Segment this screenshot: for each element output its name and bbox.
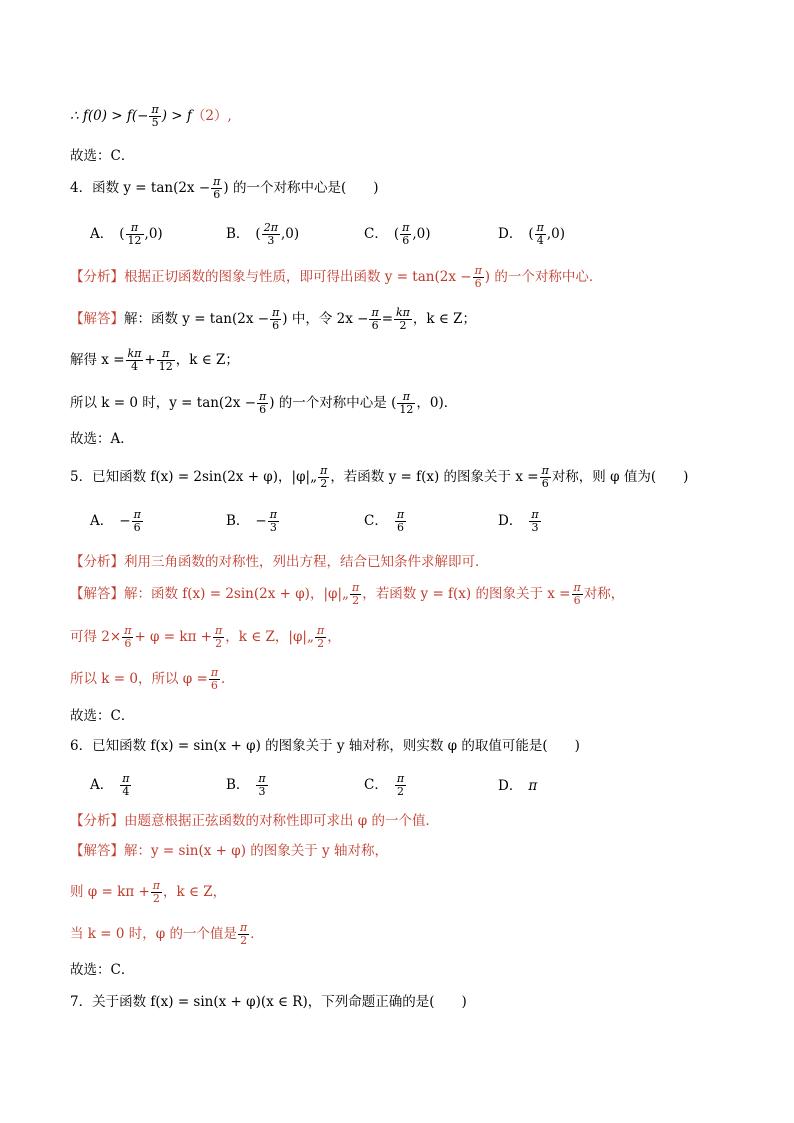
q6-stem: 6．已知函数 f(x) = sin(x + φ) 的图象关于 y 轴对称，则实数 φ 的取值可能是( ) (70, 738, 580, 754)
q5-option-c: C． $\frac{\pi}{6}$ (364, 508, 405, 534)
fraction: $\frac{\pi}{5}$ (151, 103, 159, 129)
prev-conclusion-line: ∴ f(0) > f(− $\frac{\pi}{5}$ ) > f（2）, (70, 103, 232, 129)
q5-analysis: 【分析】利用三角函数的对称性，列出方程，结合已知条件求解即可． (70, 554, 489, 570)
q5-option-a: A． − $\frac{\pi}{6}$ (90, 508, 141, 534)
q6-option-c: C． $\frac{\pi}{2}$ (364, 772, 405, 798)
q5-option-b: B． − $\frac{\pi}{3}$ (226, 508, 277, 534)
q4-analysis: 【分析】根据正切函数的图象与性质，即可得出函数 y = tan(2x − $\frac{\pi}{6}$ ) 的一个对称中心． (70, 264, 603, 290)
q6-answer: 【解答】解：y = sin(x + φ) 的图象关于 y 轴对称， (70, 843, 388, 859)
q4-answer: 【解答】解：函数 y = tan(2x − $\frac{\pi}{6}$ ) 中，令 2x − $\frac{\pi}{6}$ = $\frac{k\pi}{2}$ ，k ∈ Z； (70, 306, 477, 332)
q4-solve: 解得 x = $\frac{k\pi}{4}$ + $\frac{\pi}{12}$ ，k ∈ Z； (70, 347, 239, 373)
q4-option-c: C． ( $\frac{\pi}{6}$ ,0) (364, 221, 431, 247)
q4-stem: 4．函数 y = tan(2x − $\frac{\pi}{6}$ ) 的一个对称中心是( ) (70, 175, 379, 201)
q5-eq: 可得 2× $\frac{\pi}{6}$ + φ = kπ + $\frac{\pi}{2}$ ，k ∈ Z，|φ|„ $\frac{\pi}{2}$ ， (70, 624, 341, 650)
q5-option-d: D． $\frac{\pi}{3}$ (498, 508, 539, 534)
q6-option-d: D． π (498, 778, 538, 794)
q6-choose: 故选：C． (70, 962, 135, 978)
q4-so: 所以 k = 0 时，y = tan(2x − $\frac{\pi}{6}$ ) 的一个对称中心是 ( $\frac{\pi}{12}$ ，0)． (70, 390, 458, 416)
q6-analysis: 【分析】由题意根据正弦函数的对称性即可求出 φ 的一个值． (70, 813, 440, 829)
q5-stem: 5．已知函数 f(x) = 2sin(2x + φ)，|φ|„ $\frac{\pi}{2}$ ，若函数 y = f(x) 的图象关于 x = $\frac{\pi}{6}$ 对称，则 φ 值为( ) (70, 464, 689, 490)
q5-choose: 故选：C． (70, 708, 135, 724)
q4-choose: 故选：A． (70, 431, 134, 447)
q4-option-b: B． ( $\frac{2\pi}{3}$ ,0) (226, 221, 300, 247)
q6-eq: 则 φ = kπ + $\frac{\pi}{2}$ ，k ∈ Z， (70, 879, 227, 905)
q6-when: 当 k = 0 时，φ 的一个值是 $\frac{\pi}{2}$ ． (70, 921, 264, 947)
q7-stem: 7．关于函数 f(x) = sin(x + φ)(x ∈ R)，下列命题正确的是( ) (70, 994, 467, 1010)
q5-so: 所以 k = 0，所以 φ = $\frac{\pi}{6}$ ． (70, 666, 235, 692)
q5-answer: 【解答】解：函数 f(x) = 2sin(2x + φ)，|φ|„ $\frac{\pi}{2}$ ，若函数 y = f(x) 的图象关于 x = $\frac{\pi}{6}$ 对称， (70, 581, 625, 607)
fraction: $\frac{\pi}{6}$ (213, 175, 221, 201)
q4-option-a: A． ( $\frac{\pi}{12}$ ,0) (90, 221, 163, 247)
q4-option-d: D． ( $\frac{\pi}{4}$ ,0) (498, 221, 565, 247)
q6-option-a: A． $\frac{\pi}{4}$ (90, 772, 130, 798)
q6-option-b: B． $\frac{\pi}{3}$ (226, 772, 266, 798)
prev-choose-line: 故选：C． (70, 148, 135, 164)
